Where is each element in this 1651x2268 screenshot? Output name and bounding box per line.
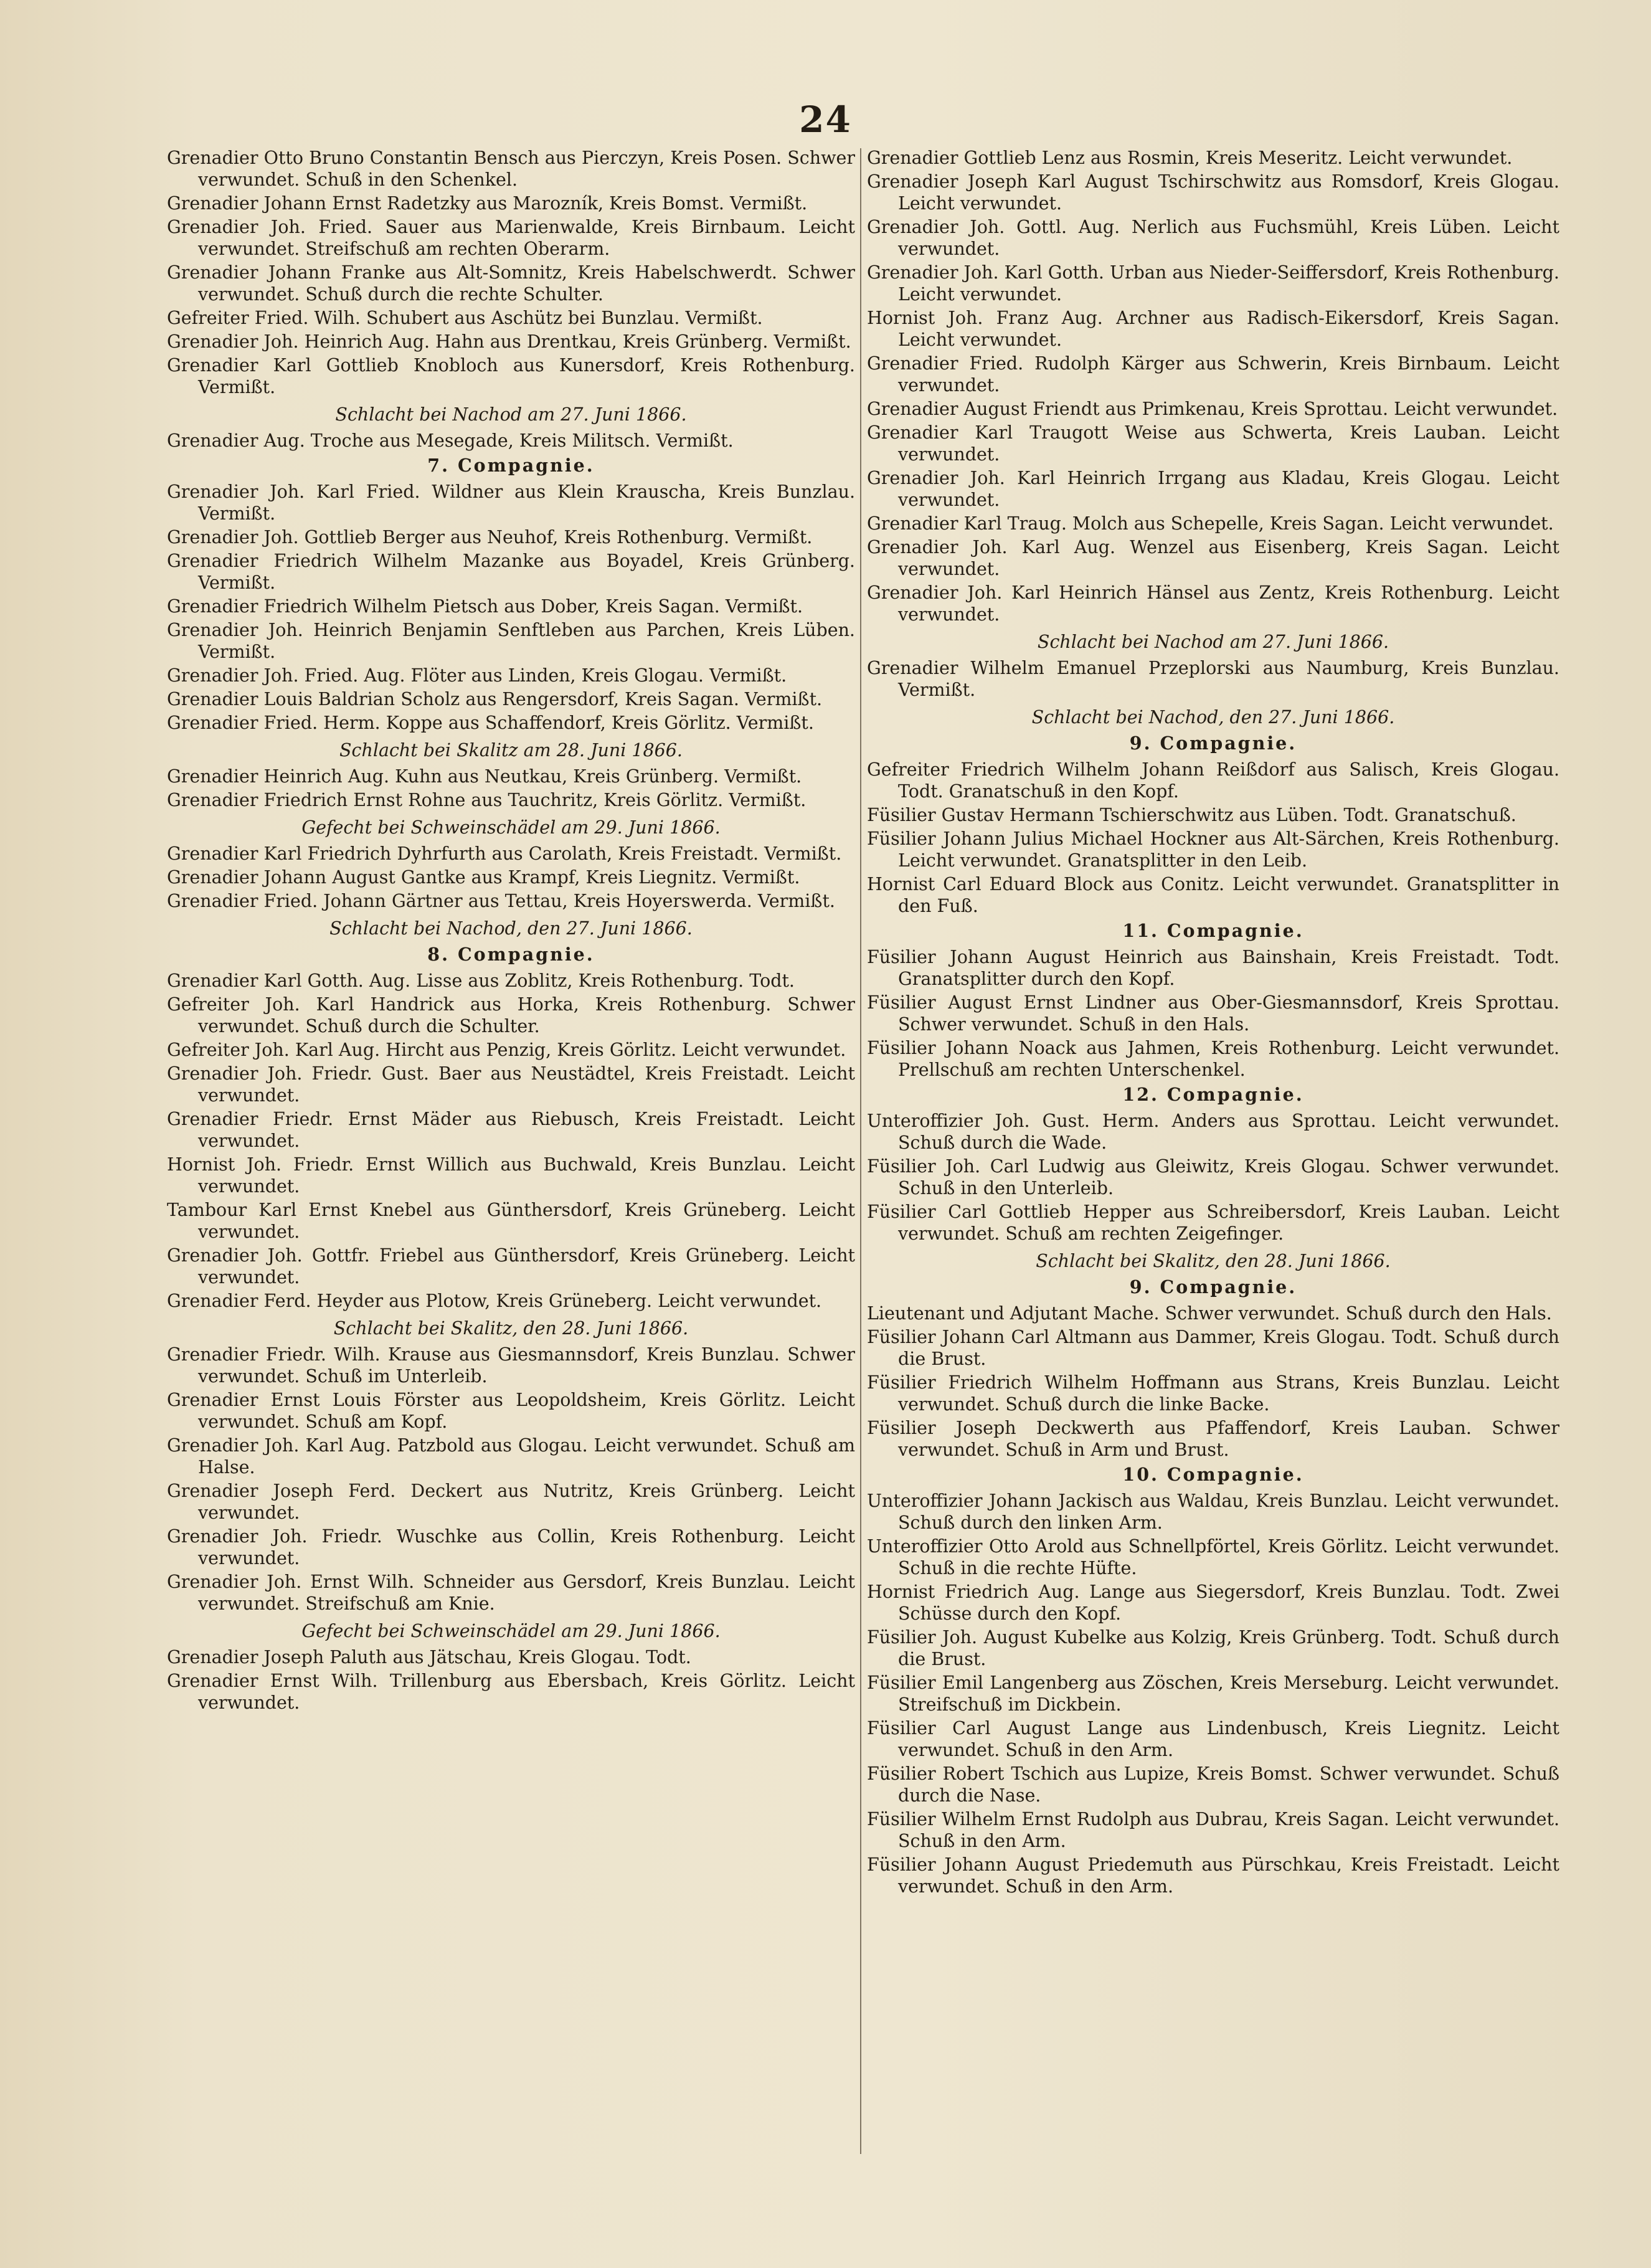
casualty-entry: Hornist Joh. Franz Aug. Archner aus Radisch-Eikersdorf, Kreis Sagan. Leicht verwundet. [867,308,1559,350]
casualty-entry: Füsilier Johann Carl Altmann aus Dammer, Kreis Glogau. Todt. Schuß durch die Brust. [867,1327,1559,1369]
casualty-entry: Füsilier Carl Gottlieb Hepper aus Schreibersdorf, Kreis Lauban. Leicht verwundet. Schuß am rechten Zeigefinger. [867,1202,1559,1244]
battle-heading: Schlacht bei Skalitz, den 28. Juni 1866. [1036,1251,1391,1271]
casualty-entry: Grenadier Johann Ernst Radetzky aus Marozník, Kreis Bomst. Vermißt. [167,193,808,214]
battle-heading: Schlacht bei Nachod, den 27. Juni 1866. [329,918,693,939]
casualty-entry: Grenadier Fried. Johann Gärtner aus Tettau, Kreis Hoyerswerda. Vermißt. [167,891,835,911]
casualty-entry: Grenadier Friedr. Wilh. Krause aus Giesmannsdorf, Kreis Bunzlau. Schwer verwundet. Schuß im Unterleib. [167,1344,855,1387]
casualty-entry: Grenadier Karl Friedrich Dyhrfurth aus Carolath, Kreis Freistadt. Vermißt. [167,843,842,864]
casualty-entry: Grenadier Heinrich Aug. Kuhn aus Neutkau, Kreis Grünberg. Vermißt. [167,766,802,787]
casualty-entry: Gefreiter Joh. Karl Aug. Hircht aus Penzig, Kreis Görlitz. Leicht verwundet. [167,1040,846,1060]
casualty-entry: Grenadier Joh. Friedr. Gust. Baer aus Neustädtel, Kreis Freistadt. Leicht verwundet. [167,1063,855,1106]
casualty-entry: Füsilier Johann August Heinrich aus Bainshain, Kreis Freistadt. Todt. Granatsplitter durch den Kopf. [867,947,1559,989]
casualty-entry: Füsilier Joh. August Kubelke aus Kolzig, Kreis Grünberg. Todt. Schuß durch die Brust. [867,1627,1559,1669]
casualty-entry: Hornist Joh. Friedr. Ernst Willich aus Buchwald, Kreis Bunzlau. Leicht verwundet. [167,1154,855,1197]
casualty-entry: Grenadier Aug. Troche aus Mesegade, Kreis Militsch. Vermißt. [167,430,734,451]
casualty-entry: Grenadier Joseph Paluth aus Jätschau, Kreis Glogau. Todt. [167,1647,691,1668]
casualty-entry: Grenadier Joh. Karl Fried. Wildner aus Klein Krauscha, Kreis Bunzlau. Vermißt. [167,482,855,524]
casualty-entry: Grenadier Ernst Wilh. Trillenburg aus Ebersbach, Kreis Görlitz. Leicht verwundet. [167,1671,855,1713]
casualty-entry: Grenadier Louis Baldrian Scholz aus Rengersdorf, Kreis Sagan. Vermißt. [167,689,823,709]
casualty-entry: Hornist Carl Eduard Block aus Conitz. Leicht verwundet. Granatsplitter in den Fuß. [867,874,1559,916]
casualty-entry: Grenadier Joh. Gottl. Aug. Nerlich aus Fuchsmühl, Kreis Lüben. Leicht verwundet. [867,217,1559,259]
casualty-entry: Unteroffizier Joh. Gust. Herm. Anders aus Sprottau. Leicht verwundet. Schuß durch die Wade. [867,1111,1559,1153]
casualty-entry: Grenadier Otto Bruno Constantin Bensch aus Pierczyn, Kreis Posen. Schwer verwundet. Schuß in den Schenkel. [167,148,855,190]
casualty-entry: Grenadier Friedr. Ernst Mäder aus Riebusch, Kreis Freistadt. Leicht verwundet. [167,1109,855,1151]
casualty-entry: Grenadier Karl Gottlieb Knobloch aus Kunersdorf, Kreis Rothenburg. Vermißt. [167,355,855,397]
casualty-entry: Grenadier Karl Traugott Weise aus Schwerta, Kreis Lauban. Leicht verwundet. [867,422,1559,465]
casualty-entry: Füsilier Robert Tschich aus Lupize, Kreis Bomst. Schwer verwundet. Schuß durch die Nase. [867,1763,1559,1806]
casualty-entry: Grenadier Fried. Rudolph Kärger aus Schwerin, Kreis Birnbaum. Leicht verwundet. [867,353,1559,396]
casualty-entry: Grenadier Joh. Heinrich Aug. Hahn aus Drentkau, Kreis Grünberg. Vermißt. [167,331,851,352]
battle-heading: Gefecht bei Schweinschädel am 29. Juni 1866. [301,817,721,838]
casualty-entry: Grenadier Joh. Gottlieb Berger aus Neuhof, Kreis Rothenburg. Vermißt. [167,527,813,548]
casualty-entry: Grenadier Joh. Friedr. Wuschke aus Collin, Kreis Rothenburg. Leicht verwundet. [167,1526,855,1568]
company-heading: 9. Compagnie. [1129,733,1297,754]
casualty-entry: Füsilier Johann Noack aus Jahmen, Kreis Rothenburg. Leicht verwundet. Prellschuß am rechten Unterschenkel. [867,1038,1559,1080]
casualty-entry: Tambour Karl Ernst Knebel aus Günthersdorf, Kreis Grüneberg. Leicht verwundet. [167,1200,855,1242]
company-heading: 7. Compagnie. [427,455,595,476]
casualty-entry: Grenadier Friedrich Ernst Rohne aus Tauchritz, Kreis Görlitz. Vermißt. [167,790,807,810]
casualty-entry: Grenadier Friedrich Wilhelm Mazanke aus Boyadel, Kreis Grünberg. Vermißt. [167,551,855,593]
left-column [167,147,855,1715]
casualty-entry: Füsilier Joseph Deckwerth aus Pfaffendorf, Kreis Lauban. Schwer verwundet. Schuß in Arm und Brust. [867,1418,1559,1460]
casualty-entry: Grenadier Johann August Gantke aus Krampf, Kreis Liegnitz. Vermißt. [167,867,800,888]
casualty-entry: Füsilier Johann Julius Michael Hockner aus Alt-Särchen, Kreis Rothenburg. Leicht verwundet. Granatsplitter in den Leib. [867,828,1559,871]
casualty-entry: Füsilier Wilhelm Ernst Rudolph aus Dubrau, Kreis Sagan. Leicht verwundet. Schuß in den Arm. [867,1809,1559,1851]
casualty-entry: Grenadier August Friendt aus Primkenau, Kreis Sprottau. Leicht verwundet. [867,399,1558,419]
battle-heading: Schlacht bei Skalitz am 28. Juni 1866. [339,740,683,761]
right-column [867,147,1559,1899]
casualty-entry: Grenadier Ernst Louis Förster aus Leopoldsheim, Kreis Görlitz. Leicht verwundet. Schuß am Kopf. [167,1390,855,1432]
casualty-entry: Grenadier Wilhelm Emanuel Przeplorski aus Naumburg, Kreis Bunzlau. Vermißt. [867,658,1559,700]
casualty-entry: Lieutenant und Adjutant Mache. Schwer verwundet. Schuß durch den Hals. [867,1303,1552,1324]
casualty-entry: Füsilier August Ernst Lindner aus Ober-Giesmannsdorf, Kreis Sprottau. Schwer verwundet. Schuß in den Hals. [867,992,1559,1035]
casualty-entry: Füsilier Friedrich Wilhelm Hoffmann aus Strans, Kreis Bunzlau. Leicht verwundet. Schuß durch die linke Backe. [867,1372,1559,1415]
casualty-entry: Grenadier Joseph Karl August Tschirschwitz aus Romsdorf, Kreis Glogau. Leicht verwundet. [867,171,1559,214]
casualty-entry: Füsilier Johann August Priedemuth aus Pürschkau, Kreis Freistadt. Leicht verwundet. Schuß in den Arm. [867,1854,1559,1897]
casualty-entry: Füsilier Gustav Hermann Tschierschwitz aus Lüben. Todt. Granatschuß. [867,805,1516,825]
company-heading: 9. Compagnie. [1129,1276,1297,1298]
battle-heading: Gefecht bei Schweinschädel am 29. Juni 1866. [301,1621,721,1641]
casualty-entry: Grenadier Joh. Karl Gotth. Urban aus Nieder-Seiffersdorf, Kreis Rothenburg. Leicht verwundet. [867,262,1559,305]
casualty-entry: Grenadier Joseph Ferd. Deckert aus Nutritz, Kreis Grünberg. Leicht verwundet. [167,1481,855,1523]
casualty-entry: Grenadier Joh. Karl Heinrich Irrgang aus Kladau, Kreis Glogau. Leicht verwundet. [867,468,1559,510]
casualty-entry: Gefreiter Fried. Wilh. Schubert aus Aschütz bei Bunzlau. Vermißt. [167,308,763,328]
company-heading: 8. Compagnie. [427,944,595,965]
casualty-entry: Füsilier Joh. Carl Ludwig aus Gleiwitz, Kreis Glogau. Schwer verwundet. Schuß in den Unterleib. [867,1156,1559,1198]
battle-heading: Schlacht bei Nachod am 27. Juni 1866. [1037,632,1389,652]
casualty-entry: Grenadier Joh. Gottfr. Friebel aus Günthersdorf, Kreis Grüneberg. Leicht verwundet. [167,1245,855,1288]
casualty-entry: Grenadier Karl Gotth. Aug. Lisse aus Zoblitz, Kreis Rothenburg. Todt. [167,970,795,991]
casualty-entry: Grenadier Ferd. Heyder aus Plotow, Kreis Grüneberg. Leicht verwundet. [167,1291,822,1311]
casualty-entry: Gefreiter Friedrich Wilhelm Johann Reißdorf aus Salisch, Kreis Glogau. Todt. Granatschuß in den Kopf. [867,759,1559,802]
page-number: 24 [799,98,852,141]
casualty-entry: Grenadier Joh. Fried. Aug. Flöter aus Linden, Kreis Glogau. Vermißt. [167,665,787,686]
battle-heading: Schlacht bei Nachod am 27. Juni 1866. [335,404,687,425]
casualty-entry: Grenadier Joh. Heinrich Benjamin Senftleben aus Parchen, Kreis Lüben. Vermißt. [167,620,855,662]
casualty-entry: Grenadier Karl Traug. Molch aus Schepelle, Kreis Sagan. Leicht verwundet. [867,513,1554,534]
casualty-entry: Grenadier Fried. Herm. Koppe aus Schaffendorf, Kreis Görlitz. Vermißt. [167,713,814,733]
casualty-entry: Grenadier Joh. Karl Heinrich Hänsel aus Zentz, Kreis Rothenburg. Leicht verwundet. [867,582,1559,625]
battle-heading: Schlacht bei Skalitz, den 28. Juni 1866. [333,1318,689,1339]
casualty-entry: Grenadier Johann Franke aus Alt-Somnitz, Kreis Habelschwerdt. Schwer verwundet. Schuß durch die rechte Schulter. [167,262,855,305]
casualty-entry: Unteroffizier Johann Jackisch aus Waldau, Kreis Bunzlau. Leicht verwundet. Schuß durch den linken Arm. [867,1491,1559,1533]
casualty-entry: Grenadier Joh. Karl Aug. Patzbold aus Glogau. Leicht verwundet. Schuß am Halse. [167,1435,855,1478]
company-heading: 10. Compagnie. [1122,1464,1304,1485]
company-heading: 12. Compagnie. [1122,1084,1304,1105]
casualty-entry: Grenadier Gottlieb Lenz aus Rosmin, Kreis Meseritz. Leicht verwundet. [867,148,1513,168]
company-heading: 11. Compagnie. [1122,920,1304,941]
casualty-entry: Hornist Friedrich Aug. Lange aus Siegersdorf, Kreis Bunzlau. Todt. Zwei Schüsse durch den Kopf. [867,1582,1559,1624]
column-divider [860,148,861,2154]
casualty-entry: Füsilier Emil Langenberg aus Zöschen, Kreis Merseburg. Leicht verwundet. Streifschuß im Dickbein. [867,1673,1559,1715]
casualty-entry: Grenadier Joh. Fried. Sauer aus Marienwalde, Kreis Birnbaum. Leicht verwundet. Streifschuß am rechten Oberarm. [167,217,855,259]
casualty-entry: Grenadier Friedrich Wilhelm Pietsch aus Dober, Kreis Sagan. Vermißt. [167,596,803,617]
battle-heading: Schlacht bei Nachod, den 27. Juni 1866. [1031,707,1395,728]
casualty-entry: Grenadier Joh. Karl Aug. Wenzel aus Eisenberg, Kreis Sagan. Leicht verwundet. [867,537,1559,579]
casualty-entry: Unteroffizier Otto Arold aus Schnellpförtel, Kreis Görlitz. Leicht verwundet. Schuß in die rechte Hüfte. [867,1536,1559,1578]
casualty-entry: Grenadier Joh. Ernst Wilh. Schneider aus Gersdorf, Kreis Bunzlau. Leicht verwundet. Streifschuß am Knie. [167,1572,855,1614]
casualty-entry: Gefreiter Joh. Karl Handrick aus Horka, Kreis Rothenburg. Schwer verwundet. Schuß durch die Schulter. [167,994,855,1037]
casualty-entry: Füsilier Carl August Lange aus Lindenbusch, Kreis Liegnitz. Leicht verwundet. Schuß in den Arm. [867,1718,1559,1760]
